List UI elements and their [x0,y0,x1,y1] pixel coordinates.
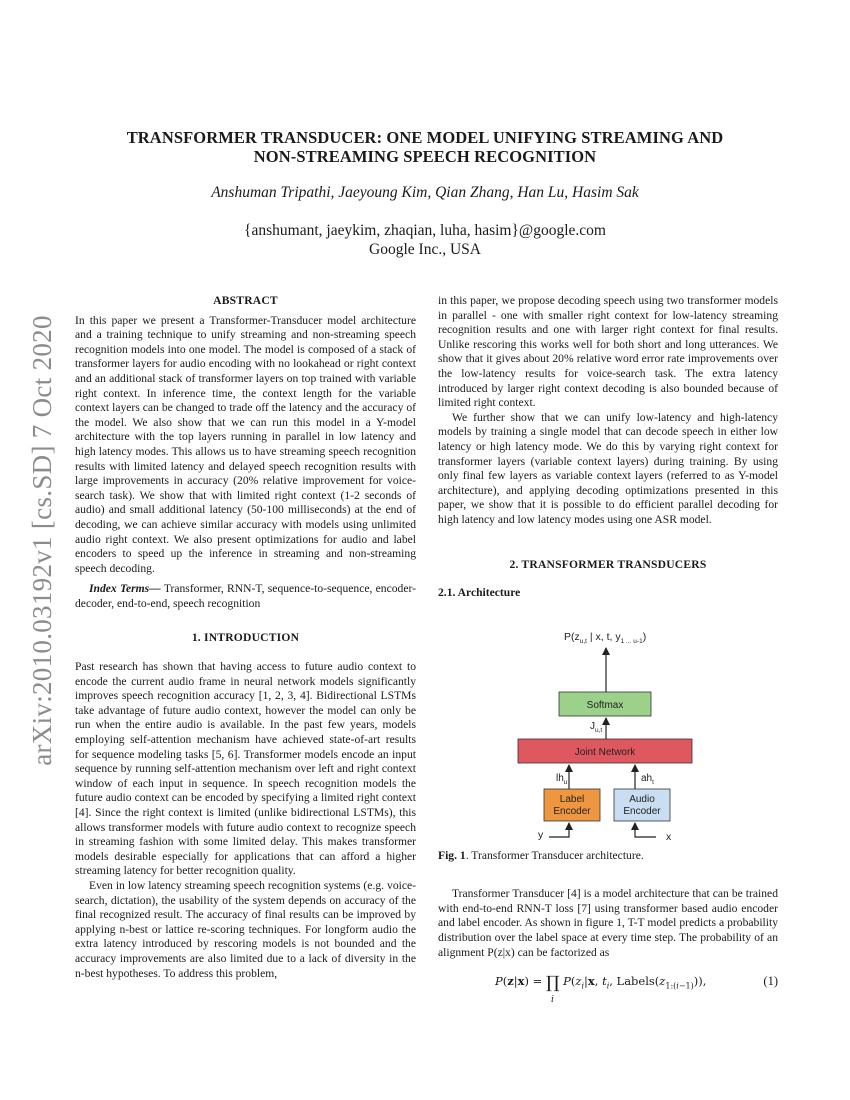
audio-encoder-label-line-1: Audio [629,793,655,805]
architecture-figure [438,611,778,843]
figure-caption-label: Fig. 1 [438,848,466,862]
audio-encoder-output-label: $ah_t$ [641,772,654,786]
label-encoder-label-line-2: Encoder [553,805,591,817]
intro-paragraph-2-continued: in this paper, we propose decoding speech using two transformer models in parallel - one with smaller right context for low-latency streaming recognition results and one with larger right context for final results. Unlike rescoring this works well for both short and long utterances. We show that it gives about 20% relative word error rate improvements over the low-latency results for voice-search task. The extra latency introduced by larger right context decoding is also bounded because of limited right context. [438,294,778,410]
author-affiliation: Google Inc., USA [369,241,481,258]
author-list: Anshuman Tripathi, Jaeyoung Kim, Qian Zhang, Han Lu, Hasim Sak [211,184,639,201]
right-column [438,294,778,1004]
title-line-1: TRANSFORMER TRANSDUCER: ONE MODEL UNIFYING STREAMING AND [126,128,724,147]
audio-input-x: x [666,830,672,843]
label-encoder-output-label: $lh_u$ [556,772,568,786]
author-contact [90,221,760,259]
left-column [75,294,416,981]
arrow-y-to-label-encoder [549,823,569,837]
intro-paragraph-1: Past research has shown that having access to future audio context to encode the current audio frame in neural network models significantly improves speech recognition accuracy [1, 2, 3, 4]. Bidirectional LSTMs take advantage of future audio context, however the model can only be run when the entire audio is available. In the past few years, models employing self-attention mechanism have achieved state-of-art results for sequence modeling tasks [5, 6]. Transformer models encode an input sequence by running self-attention mechanism over left and right context window of each input in sequence. In speech recognition models the future audio context can be encoded by specifying a limited right context [4]. Since the right context is limited (unlike bidirectional LSTMs), this allows transformer models with future audio context to recognize speech in streaming fashion with some limited delay. This makes transformer models desirable especially for applications that can afford a higher streaming latency for better recognition quality. [75,660,416,878]
architecture-paragraph: Transformer Transducer [4] is a model architecture that can be trained with end-to-end RNN-T loss [7] using transformer based audio encoder and label encoder. As shown in figure 1, T-T model predicts a probability distribution over the label space at every time step. The probability of an alignment P(z|x) can be factorized as [438,887,778,959]
abstract-text: In this paper we present a Transformer-Transducer model architecture and a training technique to unify streaming and non-streaming speech recognition models into one model. The model is composed of a stack of transformer layers for audio encoding with no lookahead or right context and an additional stack of transformer layers on top trained with variable right context. In inference time, the context length for the variable context layers can be changed to trade off the latency and the accuracy of the model. We also show that we can run this model in a Y-model architecture with the top layers running in parallel in low latency and high latency modes. This allows us to have streaming speech recognition results with limited latency and delayed speech recognition results with large improvements in accuracy (20% relative improvement for voice-search task). We show that with limited right context (1-2 seconds of audio) and small additional latency (50-100 milliseconds) at the end of decoding, we can achieve similar accuracy with models using unlimited audio right context. We also present optimizations for audio and label encoders to speed up the inference in streaming and non-streaming speech decoding. [75,313,416,575]
architecture-subheading: 2.1. Architecture [438,586,521,600]
index-terms [75,582,416,611]
introduction-heading: 1. INTRODUCTION [191,631,300,645]
label-encoder-label-line-1: Label [559,793,585,805]
intro-paragraph-2: Even in low latency streaming speech recognition systems (e.g. voice-search, dictation), the usability of the system depends on accuracy of the final recognized result. The accuracy of final results can be improved by applying n-best or lattice re-scoring techniques. For longform audio the extra latency introduced by rescoring models is not bounded and the accuracy improvements are also limited due to a lack of diversity in the n-best hypotheses. To address this problem, [75,878,416,980]
output-distribution-label: $P(z_{u,t}$ | x, t, $y_{1 ... u-1}$) [564,630,647,645]
author-emails: {anshumant, jaeykim, zhaqian, luha, hasim}@google.com [244,222,606,239]
transformer-transducers-heading: 2. TRANSFORMER TRANSDUCERS [509,557,707,571]
figure-caption-text: . Transformer Transducer architecture. [465,848,644,862]
equation-1 [438,970,778,1004]
label-input-y: y [538,828,544,841]
joint-network-label: Joint Network [574,746,636,758]
equation-1-body: P(z|x) = ∏ i $P(z_i|x$, $t_i$, $Labels(z_{1:(i-1)})$), [495,973,707,1006]
index-terms-list: Transformer, RNN-T, sequence-to-sequence, encoder-decoder, end-to-end, speech recognition [75,582,416,610]
abstract-heading: ABSTRACT [213,294,278,307]
joint-output-label: $J_{u,t}$ [590,720,603,734]
index-terms-label: Index Terms— [89,582,161,596]
audio-encoder-label-line-2: Encoder [623,805,661,817]
softmax-label: Softmax [586,699,624,711]
arrow-x-to-audio-encoder [635,823,656,837]
intro-paragraph-3: We further show that we can unify low-latency and high-latency models by training a single model that can decode speech in either low latency or high latency mode. We do this by varying right context for transformer layers (variable context layers) during training. By using only final few layers as variable context layers (referred to as Y-model architecture), and applying decoding optimizations presented in this paper, we show that it is possible to do efficient parallel decoding for high latency and low latency modes using one ASR model. [438,410,778,526]
paper-title [90,128,760,166]
title-line-2: NON-STREAMING SPEECH RECOGNITION [253,147,597,166]
arxiv-identifier-stamp [22,300,62,780]
arxiv-stamp-text: arXiv:2010.03192v1 [cs.SD] 7 Oct 2020 [26,314,57,766]
equation-1-number: (1) [763,974,778,989]
figure-caption [438,849,778,864]
architecture-diagram [438,611,778,843]
